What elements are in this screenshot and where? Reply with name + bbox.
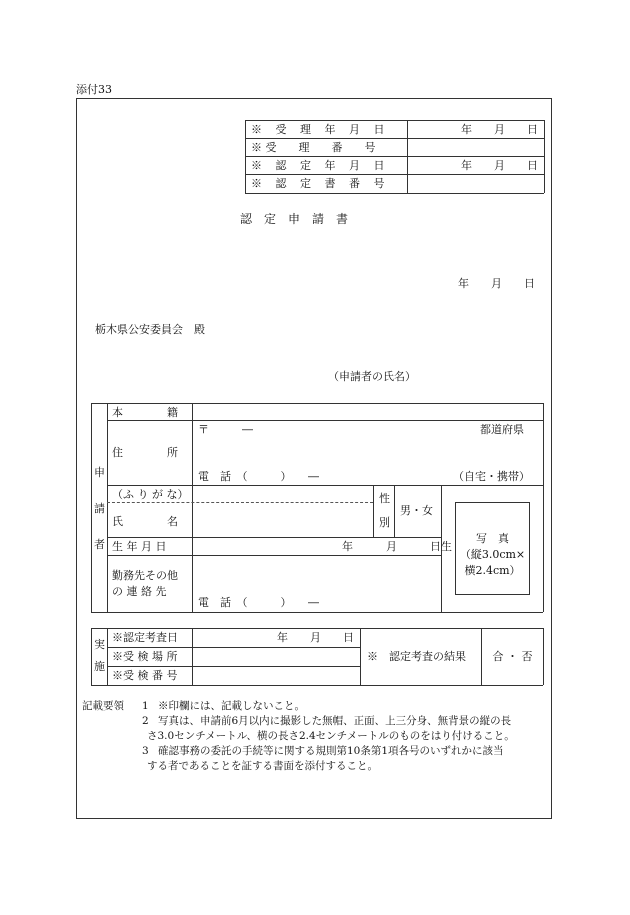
note-1-text: ※印欄には、記載しないこと。	[158, 700, 305, 712]
exam-date-label: ※認定考査日	[112, 631, 178, 644]
sex-label-2: 別	[379, 516, 390, 529]
applicant-side-label-3: 者	[94, 538, 105, 551]
notes	[82, 699, 552, 774]
photo-label-1: 写 真	[476, 532, 509, 545]
received-date-field[interactable]: 年 月 日	[461, 123, 538, 136]
form-title: 認 定 申 請 書	[240, 212, 349, 226]
exam-number-label: ※受 検 番 号	[112, 669, 178, 682]
sex-selector[interactable]: 男・女	[400, 504, 433, 517]
furigana-field[interactable]	[193, 486, 372, 501]
exam-place-label: ※受 検 場 所	[112, 650, 178, 663]
note-3-number: 3	[142, 745, 149, 757]
work-phone-field[interactable]: 電 話 （ ） ―	[198, 596, 319, 609]
name-field[interactable]	[193, 504, 372, 536]
birth-date-field[interactable]: 年 月 日生	[342, 540, 452, 553]
home-phone-field[interactable]: 電 話 （ ） ―	[198, 470, 319, 483]
cert-number-field[interactable]	[408, 175, 543, 192]
received-date-label: ※ 受 理 年 月 日	[251, 123, 390, 136]
work-contact-label-2: の 連 絡 先	[112, 585, 167, 598]
implementation-side-label-1: 実	[94, 638, 105, 651]
note-3-text-b: する者であることを証する書面を添付すること。	[147, 760, 378, 772]
note-3-text-a: 確認事務の委託の手続等に関する規則第10条第1項各号のいずれかに該当	[158, 745, 504, 757]
note-2-text-b: さ3.0センチメートル、横の長さ2.4センチメートルのものをはり付けること。	[147, 730, 515, 742]
honseki-label: 本 籍	[112, 406, 178, 419]
exam-place-field[interactable]	[193, 648, 359, 665]
postal-code-field[interactable]: 〒 ―	[198, 423, 253, 436]
phone-type-label: （自宅・携帯）	[453, 470, 530, 483]
photo-label-2: （縦3.0cm×	[459, 548, 526, 561]
exam-number-field[interactable]	[193, 667, 359, 684]
note-2-number: 2	[142, 715, 149, 727]
implementation-side-label-2: 施	[94, 660, 105, 673]
note-1-number: 1	[142, 700, 149, 712]
application-date[interactable]: 年 月 日	[458, 277, 535, 290]
cert-date-label: ※ 認 定 年 月 日	[251, 159, 390, 172]
exam-result-field[interactable]: 合 ・ 否	[492, 650, 533, 663]
address-label: 住 所	[112, 446, 178, 459]
note-2-text-a: 写真は、申請前6月以内に撮影した無帽、正面、上三分身、無背景の縦の長	[158, 715, 512, 727]
notes-heading: 記載要領	[82, 700, 124, 712]
applicant-side-label-1: 申	[94, 466, 105, 479]
received-number-label: ※ 受 理 番 号	[251, 141, 376, 154]
honseki-field[interactable]	[193, 404, 542, 419]
exam-result-label: ※ 認定考査の結果	[367, 650, 466, 663]
birth-date-label: 生 年 月 日	[112, 540, 167, 553]
cert-number-label: ※ 認 定 書 番 号	[251, 177, 390, 190]
addressee: 栃木県公安委員会 殿	[95, 323, 205, 336]
exam-date-field[interactable]: 年 月 日	[277, 631, 354, 644]
photo-label-3: 横2.4cm）	[464, 564, 521, 577]
applicant-name-label: （申請者の氏名）	[328, 370, 416, 383]
received-number-field[interactable]	[408, 139, 543, 155]
furigana-label: （ふ り が な）	[112, 488, 189, 501]
cert-date-field[interactable]: 年 月 日	[461, 159, 538, 172]
applicant-side-label-2: 請	[94, 502, 105, 515]
sex-label-1: 性	[379, 492, 390, 505]
prefecture-label: 都道府県	[480, 423, 524, 436]
attachment-label: 添付33	[76, 83, 112, 96]
name-label: 氏 名	[112, 515, 178, 528]
work-contact-label-1: 勤務先その他	[112, 569, 178, 582]
